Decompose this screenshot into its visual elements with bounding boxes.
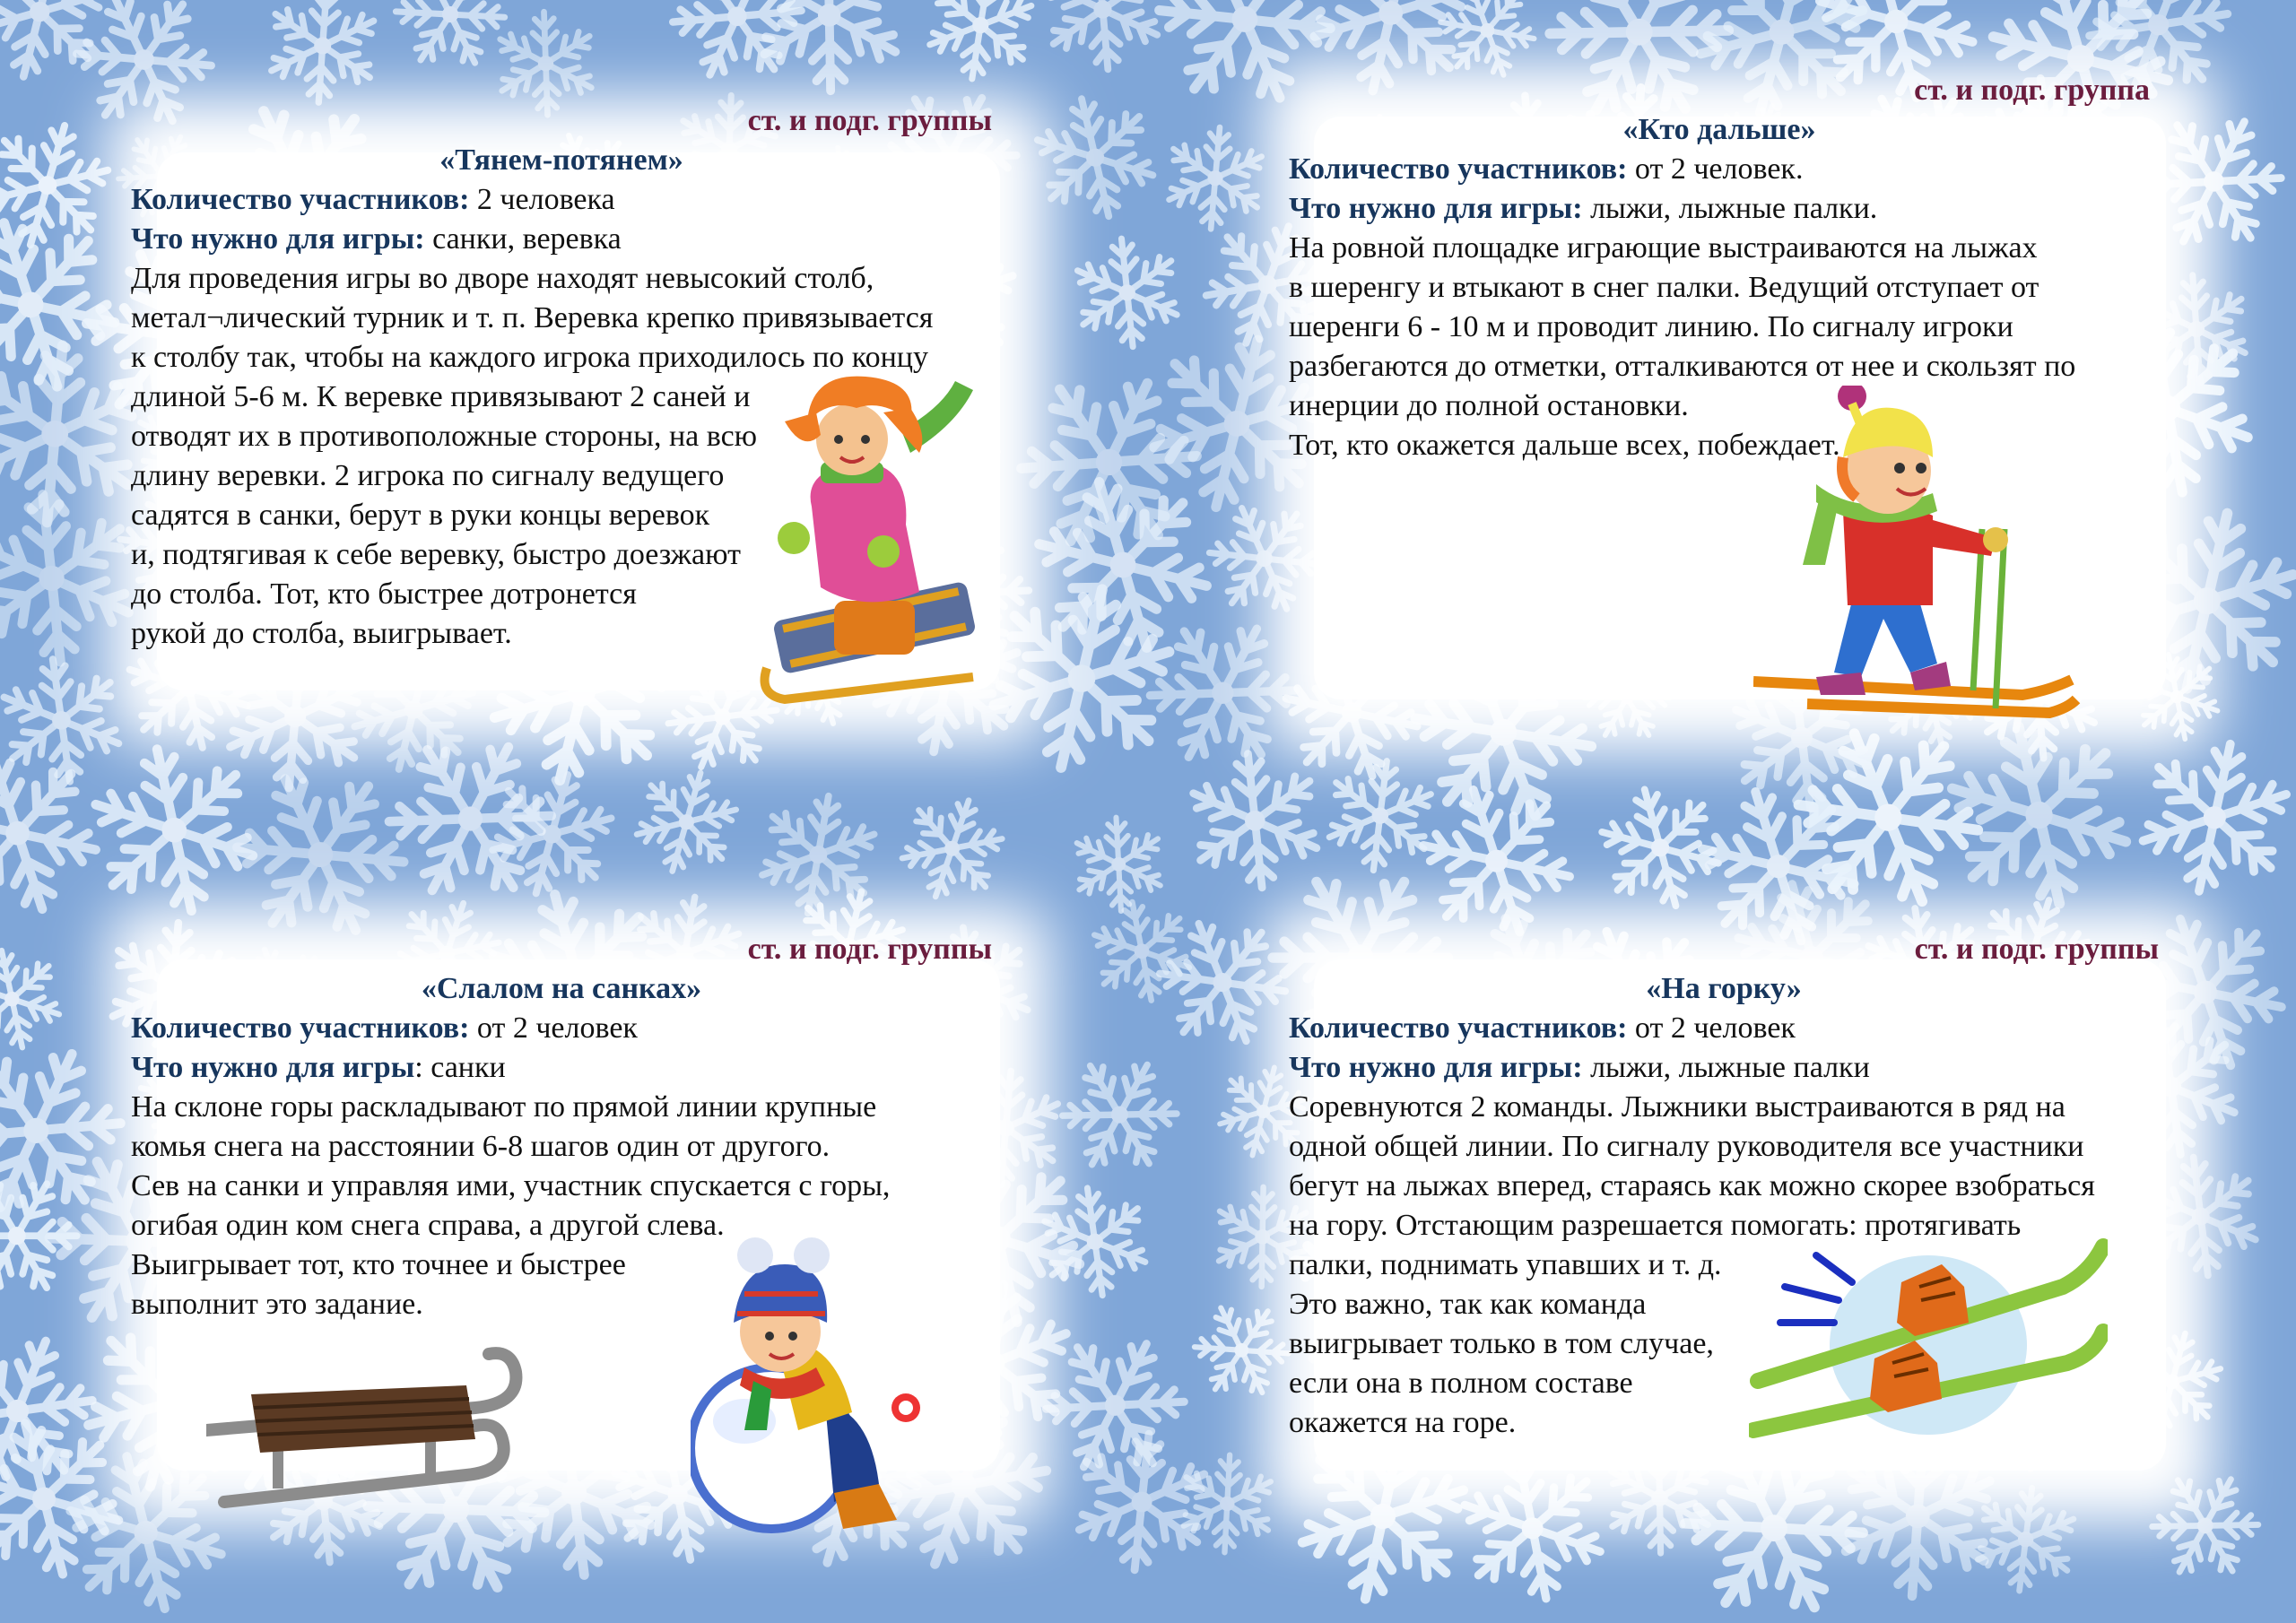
game-description: На ровной площадке играющие выстраиваются на лыжах в шеренгу и втыкают в снег палки. Ведущий отступает от шеренги 6 - 10 м и проводит линию. По сигналу игроки разбегаются до отметки, отталкиваются от нее и скользят по инерции до полной остановки. Тот, кто окажется дальше всех, побеждает. <box>1289 231 2076 462</box>
participants-line <box>131 1009 992 1048</box>
needs-line <box>1289 189 2150 229</box>
game-description: Соревнуются 2 команды. Лыжники выстраиваются в ряд на одной общей линии. По сигналу руководителя все участники бегут на лыжах вперед, стараясь как можно скорее взобраться на гору. Отстающим разрешается помогать: протягивать палки, поднимать упавших и т. д. Это важно, так как команда выигрывает только в том случае, если она в полном составе окажется на горе. <box>1289 1090 2095 1439</box>
game-description: На склоне горы раскладывают по прямой линии крупные комья снега на расстоянии 6-8 шагов один от другого. Сев на санки и управляя ими, участник спускается с горы, огибая один ком снега справа, а другой слева. Выигрывает тот, кто точнее и быстрее выполнит это задание. <box>131 1090 891 1321</box>
needs-label: Что нужно для игры: <box>1289 1051 1583 1084</box>
participants-value: от 2 человек. <box>1627 152 1804 186</box>
participants-label: Количество участников: <box>1289 152 1628 186</box>
needs-value: лыжи, лыжные палки <box>1582 1051 1870 1084</box>
participants-line <box>131 180 992 220</box>
participants-line <box>1289 1009 2159 1048</box>
skis-and-boots-illustration <box>1749 1237 2108 1453</box>
child-on-sled-illustration <box>749 372 1018 713</box>
participants-value: от 2 человек <box>469 1011 638 1045</box>
participants-label: Количество участников: <box>131 183 470 216</box>
needs-value: : санки <box>414 1051 506 1084</box>
skier-boy-illustration <box>1753 386 2081 726</box>
game-title: «Тянем-потянем» <box>439 143 683 177</box>
participants-line <box>1289 150 2150 189</box>
group-label: ст. и подг. группа <box>1914 74 2150 107</box>
group-label: ст. и подг. группы <box>747 104 992 137</box>
participants-label: Количество участников: <box>1289 1011 1628 1045</box>
needs-line <box>131 220 992 259</box>
needs-label: Что нужно для игры: <box>1289 192 1583 225</box>
participants-value: от 2 человек <box>1627 1011 1796 1045</box>
participants-label: Количество участников: <box>131 1011 470 1045</box>
needs-line <box>131 1048 992 1088</box>
game-title: «Кто дальше» <box>1622 113 1816 146</box>
game-description: Для проведения игры во дворе находят невысокий столб, метал¬лический турник и т. п. Веревка крепко привязывается к столбу так, чтобы на каждого игрока приходилось по концу длиной 5-6 м. К веревке привязывают 2 саней и отводят их в противоположные стороны, на всю длину веревки. 2 игрока по сигналу ведущего садятся в санки, берут в руки концы веревок и, подтягивая к себе веревку, быстро доезжают до столба. Тот, кто быстрее дотронется рукой до столба, выигрывает. <box>131 262 934 650</box>
sled-illustration <box>206 1341 574 1520</box>
needs-line <box>1289 1048 2159 1088</box>
needs-value: санки, веревка <box>424 222 622 256</box>
needs-label: Что нужно для игры <box>131 1051 415 1084</box>
game-title: «На горку» <box>1646 972 1802 1005</box>
group-label: ст. и подг. группы <box>1914 933 2159 966</box>
needs-value: лыжи, лыжные палки. <box>1582 192 1878 225</box>
group-label: ст. и подг. группы <box>747 933 992 966</box>
child-with-snowball-illustration <box>691 1233 960 1533</box>
game-title: «Слалом на санках» <box>421 972 702 1005</box>
participants-value: 2 человека <box>469 183 615 216</box>
needs-label: Что нужно для игры: <box>131 222 425 256</box>
